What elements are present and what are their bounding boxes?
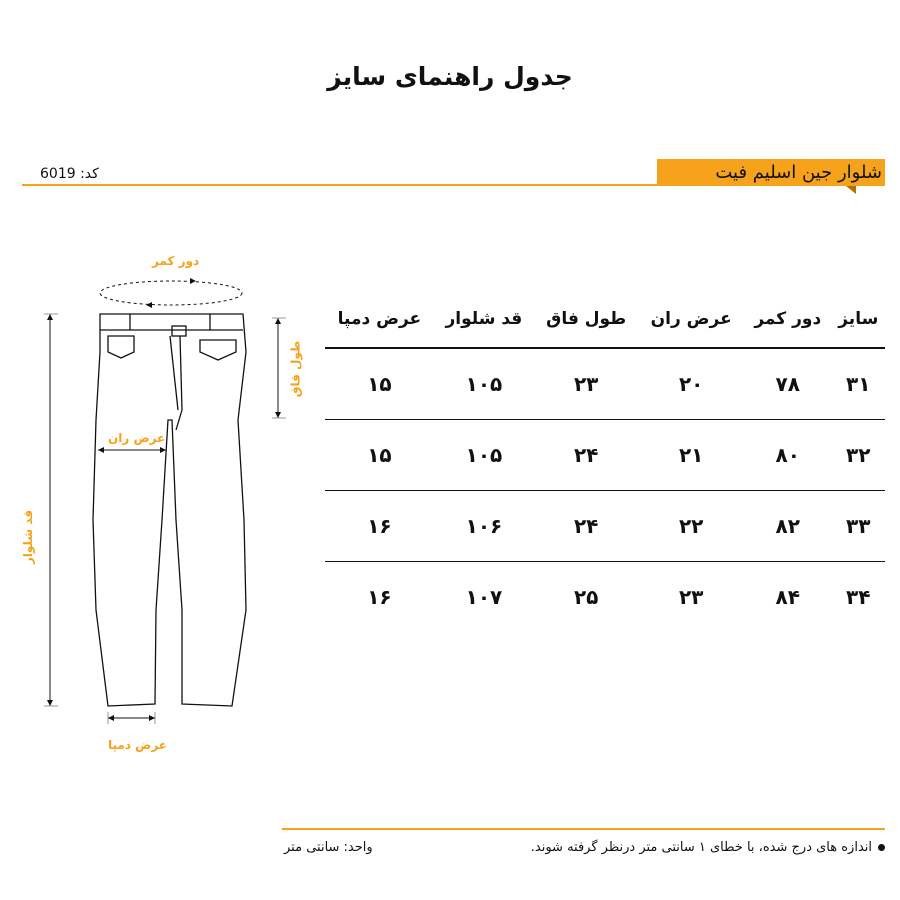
table-cell: ۱۶: [325, 491, 434, 562]
product-tag-fold: [846, 186, 856, 194]
table-cell: ۱۰۵: [434, 420, 534, 491]
product-name-tag: شلوار جین اسلیم فیت: [657, 159, 885, 186]
table-cell: ۱۰۷: [465, 585, 503, 609]
table-cell: ۱۶: [367, 585, 392, 609]
table-cell: ۷۸: [744, 348, 832, 420]
table-cell: ۳۱: [832, 348, 885, 420]
table-cell: ۸۴: [775, 585, 800, 609]
table-cell: ۲۴: [534, 491, 638, 562]
table-cell: ۲۲: [638, 491, 744, 562]
waist-label: دور کمر: [152, 254, 200, 268]
table-cell: ۲۰: [638, 348, 744, 420]
product-code-label: کد:: [80, 166, 99, 182]
table-cell: ۸۰: [744, 420, 832, 491]
table-row: [325, 562, 885, 633]
table-cell: ۱۵: [325, 348, 434, 420]
header-length: قد شلوار: [434, 290, 534, 348]
header-waist: دور کمر: [744, 290, 832, 348]
footer-unit: واحد: سانتی متر: [284, 840, 373, 855]
table-cell: ۲۴: [534, 420, 638, 491]
hem-label: عرض دمپا: [108, 738, 167, 752]
table-cell: ۲۵: [573, 585, 599, 609]
header-divider: [22, 184, 658, 186]
thigh-measure-icon: [98, 447, 166, 453]
product-code-value: 6019: [40, 166, 76, 182]
table-cell: ۲۳: [534, 348, 638, 420]
table-cell: ۸۲: [744, 491, 832, 562]
header-thigh: عرض ران: [638, 290, 744, 348]
length-label: قد شلوار: [21, 509, 36, 565]
hem-measure-icon: [108, 712, 155, 724]
length-measure-icon: [44, 314, 58, 706]
table-cell: ۱۰۶: [434, 491, 534, 562]
footer-note: [531, 840, 885, 855]
rise-label: طول فاق: [288, 340, 303, 398]
footer-divider: [282, 828, 885, 830]
header-hem: عرض دمپا: [325, 290, 434, 348]
header-size: سایز: [832, 290, 885, 348]
thigh-label: عرض ران: [108, 431, 166, 445]
table-cell: ۱۰۵: [434, 348, 534, 420]
table-cell: ۲۳: [678, 585, 704, 609]
pants-diagram: [0, 240, 320, 760]
table-cell: ۳۴: [846, 585, 871, 609]
table-row: [325, 348, 885, 420]
table-cell: ۳۳: [832, 491, 885, 562]
pants-outline: [93, 314, 246, 706]
size-table: [325, 290, 885, 632]
rise-measure-icon: [272, 318, 286, 418]
page-title: جدول راهنمای سایز: [327, 62, 573, 91]
waist-measure-icon: [100, 278, 242, 308]
table-cell: ۲۱: [638, 420, 744, 491]
bullet-icon: [878, 844, 885, 851]
table-cell: ۳۲: [832, 420, 885, 491]
table-cell: ۱۵: [325, 420, 434, 491]
table-header-row: [325, 290, 885, 348]
footer-note-text: اندازه های درج شده، با خطای ۱ سانتی متر درنظر گرفته شوند.: [530, 840, 872, 855]
product-code: [40, 166, 99, 182]
table-row: [325, 491, 885, 562]
table-row: [325, 420, 885, 491]
header-rise: طول فاق: [534, 290, 638, 348]
